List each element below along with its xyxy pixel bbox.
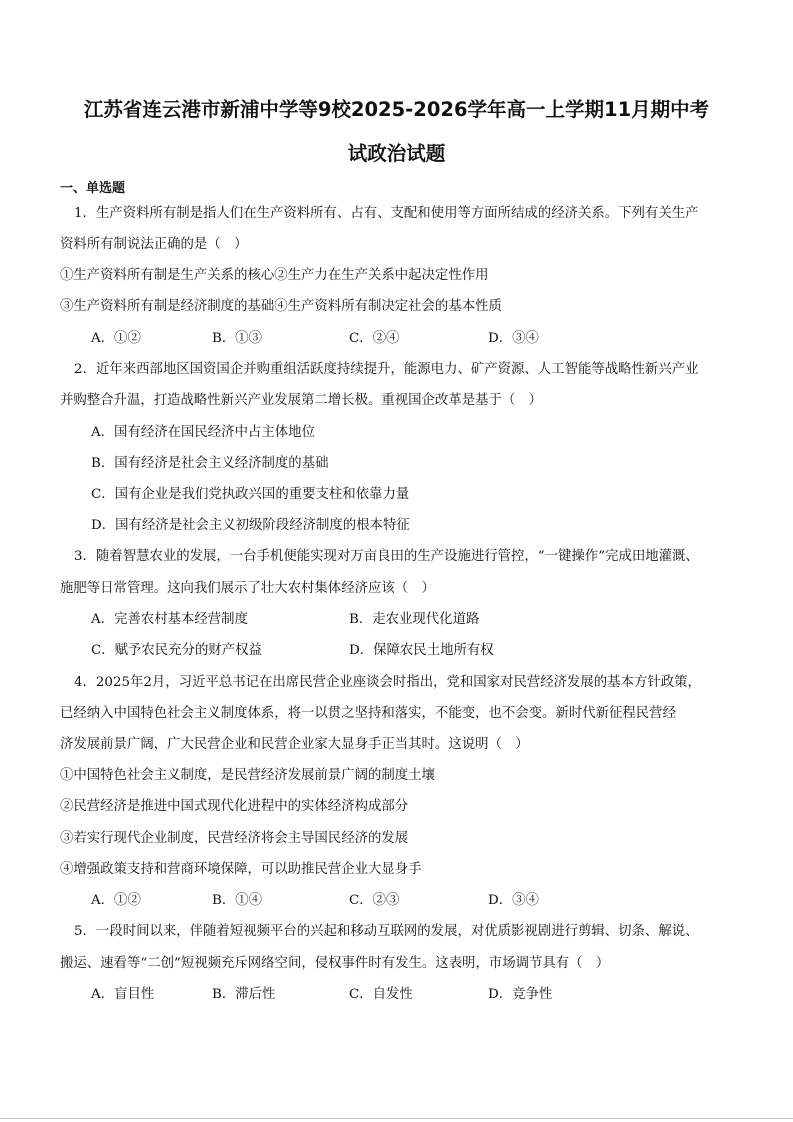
q4-stem-line-1: 4．2025年2月，习近平总书记在出席民营企业座谈会时指出，党和国家对民营经济发展的基本方针政策，	[74, 675, 701, 690]
q3-option-b: B．走农业现代化道路	[349, 612, 480, 627]
q4-option-b: B．①④	[212, 893, 263, 908]
q5-option-b: B．滞后性	[212, 987, 276, 1002]
q1-option-d: D．③④	[488, 331, 539, 346]
q3-option-d: D．保障农民土地所有权	[349, 643, 494, 658]
q2-stem-line-2: 并购整合升温，打造战略性新兴产业发展第二增长极。重视国企改革是基于（ ）	[60, 393, 543, 408]
q2-option-c: C．国有企业是我们党执政兴国的重要支柱和依靠力量	[91, 487, 410, 502]
q4-item-2: ②民营经济是推进中国式现代化进程中的实体经济构成部分	[60, 799, 409, 814]
q5-stem-line-2: 搬运、速看等“二创”短视频充斥网络空间，侵权事件时有发生。这表明，市场调节具有（ ）	[60, 956, 610, 971]
q1-stem-line-2: 资料所有制说法正确的是（ ）	[60, 237, 248, 252]
title-line-1: 江苏省连云港市新浦中学等9校2025-2026学年高一上学期11月期中考	[83, 98, 710, 121]
q1-stem-line-1: 1．生产资料所有制是指人们在生产资料所有、占有、支配和使用等方面所结成的经济关系。下列有关生产	[74, 206, 699, 221]
title-line-2: 试政治试题	[347, 142, 446, 165]
q2-option-d: D．国有经济是社会主义初级阶段经济制度的根本特征	[91, 518, 410, 533]
q4-option-c: C．②③	[349, 893, 400, 908]
q3-stem-line-2: 施肥等日常管理。这向我们展示了壮大农村集体经济应该（ ）	[60, 581, 435, 596]
q2-stem-line-1: 2．近年来西部地区国资国企并购重组活跃度持续提升，能源电力、矿产资源、人工智能等战略性新兴产业	[74, 362, 699, 377]
q1-item-2: ③生产资料所有制是经济制度的基础④生产资料所有制决定社会的基本性质	[60, 299, 502, 314]
q4-stem-line-3: 济发展前景广阔，广大民营企业和民营企业家大显身手正当其时。这说明（ ）	[60, 737, 529, 752]
q1-option-b: B．①③	[212, 331, 263, 346]
q2-option-b: B．国有经济是社会主义经济制度的基础	[91, 456, 329, 471]
q4-item-3: ③若实行现代企业制度，民营经济将会主导国民经济的发展	[60, 831, 409, 846]
section-heading: 一、单选题	[60, 181, 126, 196]
q4-option-a: A．①②	[91, 893, 141, 908]
q4-stem-line-2: 已经纳入中国特色社会主义制度体系，将一以贯之坚持和落实，不能变，也不会变。新时代新征程民营经	[60, 706, 676, 721]
q3-option-a: A．完善农村基本经营制度	[91, 612, 248, 627]
q4-option-d: D．③④	[488, 893, 539, 908]
q5-option-c: C．自发性	[349, 987, 413, 1002]
q3-stem-line-1: 3．随着智慧农业的发展，一台手机便能实现对万亩良田的生产设施进行管控，“一键操作”完成田地灌溉、	[74, 549, 699, 564]
q5-option-d: D．竞争性	[488, 987, 553, 1002]
q3-option-c: C．赋予农民充分的财产权益	[91, 643, 262, 658]
q1-option-a: A．①②	[91, 331, 141, 346]
q4-item-4: ④增强政策支持和营商环境保障，可以助推民营企业大显身手	[60, 862, 422, 877]
page-bottom-divider	[0, 1118, 793, 1119]
q1-option-c: C．②④	[349, 331, 400, 346]
q5-stem-line-1: 5．一段时间以来，伴随着短视频平台的兴起和移动互联网的发展，对优质影视剧进行剪辑、切条、解说、	[74, 924, 699, 939]
q1-item-1: ①生产资料所有制是生产关系的核心②生产力在生产关系中起决定性作用	[60, 268, 489, 283]
q4-item-1: ①中国特色社会主义制度，是民营经济发展前景广阔的制度土壤	[60, 768, 435, 783]
q5-option-a: A．盲目性	[91, 987, 155, 1002]
q2-option-a: A．国有经济在国民经济中占主体地位	[91, 425, 315, 440]
